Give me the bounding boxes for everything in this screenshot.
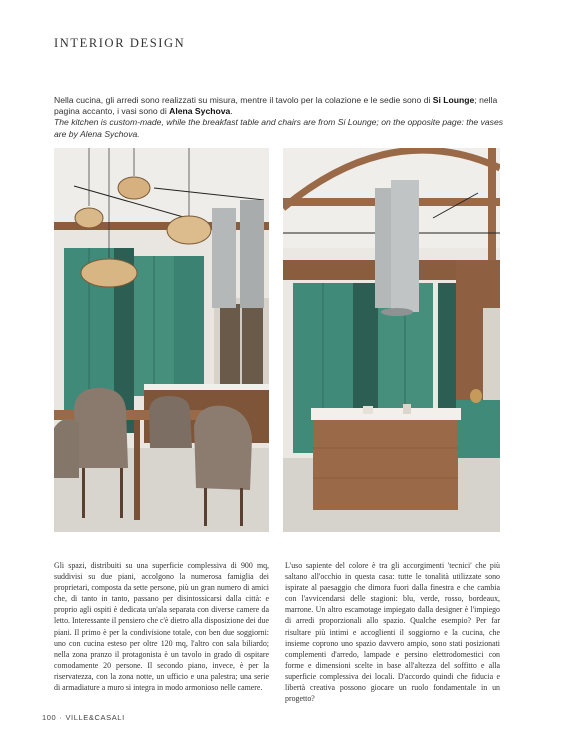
caption-text: ; nella pagina accanto, i vasi sono di <box>54 95 498 117</box>
caption-text: . <box>230 106 233 117</box>
caption-text: Nella cucina, gli arredi sono realizzati su misura, mentre il tavolo per la colazione e le sedie sono di <box>54 95 433 105</box>
footer-separator: · <box>59 713 63 722</box>
body-text-right: L'uso sapiente del colore è tra gli accorgimenti 'tecnici' che più saltano all'occhio in questa casa: tutte le tonalità utilizzate sono ispirate al paesaggio che dimora fuori dalla finestra e che cambia con l'avvicendarsi delle stagioni: blu, verde, rosso, bordeaux, marrone. Un altro escamotage impiegato dalla designer è l'impiego di arredi proporzionali allo spazio. Qualche esempio? Per far risultare più intimi e accoglienti il soggiorno e la cucina, che insieme coprono uno spazio davvero ampio, sono stati posizionati complementi d'arredo, lampade e persino elettrodomestici con forme e dimensioni scelte in base all'altezza del soffitto e alla superficie complessiva dei locali. D'accordo quindi che fiducia e libertà creativa possono giocare un ruolo fondamentale in un progetto? <box>285 561 500 704</box>
caption-brand-si-lounge: Si Lounge <box>432 95 475 105</box>
caption-italian <box>54 95 497 116</box>
photo-caption <box>54 95 514 140</box>
caption-brand-alena-sychova: Alena Sychova <box>169 106 231 117</box>
body-text-left: Gli spazi, distribuiti su una superficie complessiva di 900 mq, suddivisi su due piani, accolgono la numerosa famiglia dei proprietari, composta da sette persone, più un gran numero di amici che, di tanto in tanto, passano per disintossicarsi dalla città: e proprio agli ospiti è dedicata un'ala separata con diverse camere da letto. Interessante il pensiero che c'è dietro alla disposizione dei due piani. Il primo è per la condivisione totale, con ben due soggiorni: uno con cucina esteso per oltre 120 mq, l'altro con sala biliardo; nella zona pranzo il protagonista è un tavolo in grado di ospitare comodamente 20 persone. Il secondo piano, invece, è per la riservatezza, con la zona notte, un ufficio e una palestra; una serie di armadiature a muro si integra in modo armonioso nelle camere. <box>54 561 269 693</box>
caption-english: The kitchen is custom-made, while the breakfast table and chairs are from Si Lounge; on the opposite page: the vases are by Alena Sychova. <box>54 117 504 139</box>
kitchen-dining-photo <box>54 148 269 532</box>
kitchen-island-photo <box>283 148 500 532</box>
page-footer <box>42 713 125 722</box>
page-number: 100 <box>42 713 57 722</box>
section-title: INTERIOR DESIGN <box>54 36 186 50</box>
magazine-name: VILLE&CASALI <box>65 713 125 722</box>
